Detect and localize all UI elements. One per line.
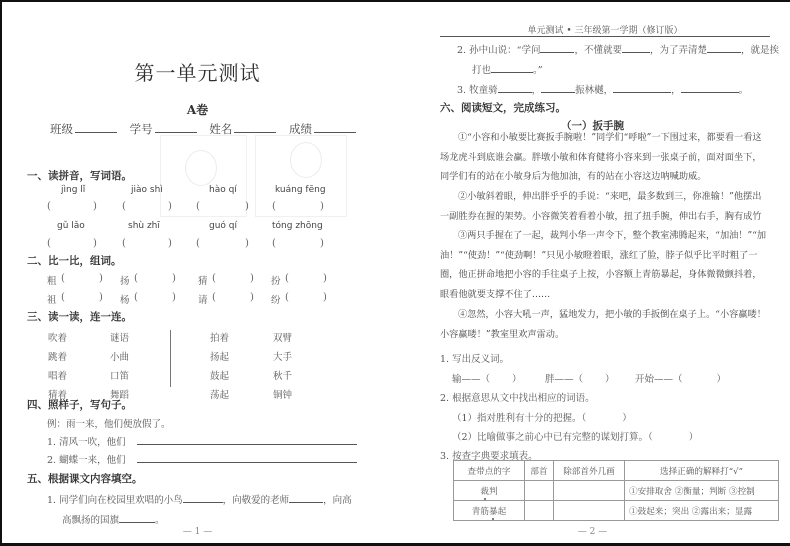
answer-space[interactable]	[128, 201, 166, 213]
compare-char: 祖	[47, 295, 57, 306]
paren-close: )	[93, 238, 97, 249]
passage-title: （一）扳手腕	[561, 120, 624, 132]
antonym-item	[635, 371, 726, 385]
answer-space[interactable]	[53, 201, 91, 213]
paren-close: )	[99, 273, 103, 284]
paren-open: (	[285, 292, 289, 303]
pinyin-item: hào qí	[209, 185, 237, 195]
paren-close: )	[245, 201, 249, 212]
sentence-item-1-prompt: 1. 清风一吹，他们	[47, 437, 126, 448]
fill-item-2-text: ，为了弄清楚	[649, 45, 707, 56]
compare-char: 纷	[271, 295, 281, 306]
table-word	[480, 487, 497, 497]
paren-close: )	[172, 292, 176, 303]
fill-item-2-text: 。”	[533, 65, 543, 76]
page-number: — 2 —	[577, 527, 608, 537]
answer-space[interactable]	[67, 292, 97, 304]
paren-open: (	[61, 292, 65, 303]
fill-blank[interactable]	[540, 42, 574, 53]
pinyin-item: gǔ lǎo	[57, 221, 85, 231]
info-class-field[interactable]	[75, 121, 117, 133]
section6-heading: 六、阅读短文，完成练习。	[440, 102, 566, 114]
paren-close: )	[168, 238, 172, 249]
fill-item-1-text: ，向高	[323, 495, 352, 506]
antonym-item	[545, 371, 615, 385]
paren-close: )	[93, 201, 97, 212]
paren-close: ）	[512, 374, 522, 385]
table-header: 查带点的字	[454, 461, 525, 481]
fill-item-3-text: 3. 牧童骑	[457, 85, 498, 96]
question-2-item-text: （1）指对胜利有十分的把握。（	[452, 413, 587, 424]
options-cell[interactable]: ①鼓起来；突出 ②露出来；显露	[625, 501, 779, 521]
paren-open: (	[272, 238, 276, 249]
paren-open: (	[122, 201, 126, 212]
match-word[interactable]: 扬起	[210, 352, 230, 363]
running-header: 单元测试 • 三年级第一学期（修订版）	[527, 26, 683, 36]
fill-blank[interactable]	[491, 62, 533, 73]
answer-space[interactable]	[140, 273, 170, 285]
passage-paragraph-4: ④忽然，小容大吼一声，猛地发力，把小敏的手扳倒在桌子上。“小容赢喽！小容赢喽！”教室里欢声雷动。	[440, 309, 766, 340]
paren-close: )	[168, 201, 172, 212]
fill-blank[interactable]	[498, 82, 532, 93]
match-word[interactable]: 双臂	[273, 333, 293, 344]
answer-space[interactable]	[67, 273, 97, 285]
paren-close: )	[250, 292, 254, 303]
info-number-label: 学号	[129, 122, 153, 136]
match-word[interactable]: 拍着	[210, 333, 230, 344]
page-number: — 1 —	[182, 527, 213, 537]
section3-heading: 三、读一读，连一连。	[27, 311, 132, 323]
bleed-through-figure	[290, 142, 322, 178]
info-score-label: 成绩	[288, 122, 312, 136]
divider-line	[170, 330, 171, 387]
match-word[interactable]: 口笛	[110, 371, 130, 382]
antonym-prompt: 胖——（	[545, 374, 584, 385]
info-number-field[interactable]	[155, 121, 197, 133]
match-word[interactable]: 唱着	[48, 371, 68, 382]
fill-item-1-line2	[62, 512, 165, 526]
paren-open: (	[196, 238, 200, 249]
table-header: 选择正确的解释打“√”	[625, 461, 779, 481]
table-row	[454, 501, 779, 521]
section5-heading: 五、根据课文内容填空。	[27, 473, 143, 485]
question-2-heading: 2. 根据意思从文中找出相应的词语。	[440, 393, 595, 404]
paren-close: ）	[716, 374, 727, 385]
passage-paragraph-1: ①“小容和小敏要比赛扳手腕啦！”同学们“呼啦”一下围过来，都要看一看这场龙虎斗到底谁会赢。胖墩小敏和体育健将小容来到一张桌子前，面对面坐下，同学们有的站在小敏身后为他加油，有的站在小容这边呐喊助威。	[440, 132, 762, 182]
fill-blank[interactable]	[119, 512, 155, 523]
paper-subtitle: A卷	[186, 103, 209, 117]
question-3-heading: 3. 按查字典要求填表。	[440, 451, 538, 462]
answer-space[interactable]	[128, 238, 166, 250]
page-title: 第一单元测试	[134, 61, 261, 85]
passage-paragraph-3: ③两只手握在了一起，裁判小华一声令下，整个教室沸腾起来，“加油！”“加油！”“使劲！”“使劲啊！”只见小敏瞪着眼，涨红了脸，脖子似乎比平时粗了一圈，他正拼命地把小容的手往桌子上按，小容额上青筋暴起，身体微微颤抖着，眼看他就要支撑不住了……	[440, 230, 767, 300]
paren-close: )	[320, 201, 324, 212]
paren-close: )	[172, 273, 176, 284]
match-word[interactable]: 跳着	[48, 352, 68, 363]
fill-blank[interactable]	[681, 82, 739, 93]
fill-blank[interactable]	[707, 42, 741, 53]
pinyin-item: jìng lǐ	[61, 185, 86, 195]
dotted-char: 暴	[489, 506, 498, 517]
fill-item-2-text: 打也	[472, 65, 492, 76]
bleed-through-figure	[185, 150, 217, 186]
info-score-field[interactable]	[314, 121, 356, 133]
page-right	[395, 0, 790, 546]
sentence-item-2	[47, 452, 357, 466]
fill-item-1-text: 高飘扬的国旗	[62, 515, 120, 526]
info-name-field[interactable]	[234, 121, 276, 133]
paren-open: (	[47, 238, 51, 249]
fill-item-1-text: 1. 同学们向在校园里欢唱的小鸟	[47, 495, 183, 506]
fill-blank[interactable]	[541, 82, 575, 93]
section4-heading: 四、照样子，写句子。	[27, 399, 132, 411]
answer-space[interactable]	[278, 238, 318, 250]
pinyin-item: guó qí	[209, 221, 237, 231]
fill-item-3-text: 振林樾，	[575, 85, 614, 96]
fill-blank[interactable]	[613, 82, 671, 93]
paren-close: )	[323, 292, 327, 303]
table-header: 部首	[525, 461, 554, 481]
fill-item-2-text: ，就是挨	[740, 45, 779, 56]
sentence-item-2-answer-line[interactable]	[137, 452, 357, 463]
sentence-item-1-answer-line[interactable]	[137, 434, 357, 445]
options-cell[interactable]: ①安排取舍 ②衡量；判断 ③控制	[625, 481, 779, 501]
match-word[interactable]: 铜钟	[273, 390, 293, 401]
answer-space[interactable]	[53, 238, 91, 250]
sentence-item-1	[47, 434, 357, 448]
example-sentence: 例：雨一来，他们便放假了。	[47, 419, 171, 430]
fill-item-2-text: ，不懂就要	[574, 45, 622, 56]
match-word[interactable]: 荡起	[210, 390, 230, 401]
fill-item-3-text: 。	[738, 85, 749, 96]
paren-open: (	[61, 273, 65, 284]
answer-space[interactable]	[202, 201, 243, 213]
match-word[interactable]: 舞蹈	[110, 390, 130, 401]
match-word[interactable]: 小曲	[110, 352, 130, 363]
section2-heading: 二、比一比，组词。	[27, 255, 122, 267]
header-rule	[440, 36, 770, 37]
paren-open: (	[122, 238, 126, 249]
match-word[interactable]: 秋千	[273, 371, 293, 382]
fill-item-3	[457, 82, 748, 96]
answer-space[interactable]	[140, 292, 170, 304]
paren-open: (	[134, 292, 138, 303]
compare-char: 扬	[120, 276, 130, 287]
fill-item-1-text: 。	[155, 515, 165, 526]
question-2-item-2	[452, 429, 698, 443]
fill-item-3-text: ，	[531, 85, 542, 96]
match-word[interactable]: 大手	[273, 352, 293, 363]
answer-space[interactable]	[202, 238, 243, 250]
sentence-item-2-prompt: 2. 蝴蝶一来，他们	[47, 455, 126, 466]
dictionary-table	[453, 460, 779, 521]
paren-close: )	[99, 292, 103, 303]
paren-close: )	[250, 273, 254, 284]
antonym-prompt: 开始——（	[635, 374, 683, 385]
passage-paragraph-2: ②小敏斜着眼，伸出胖乎乎的手说：“来吧，最多数到三，你准输！”他摆出一副胜券在握的架势。小容微笑着看着小敏，扭了扭手腕，伸出右手，胸有成竹	[440, 191, 762, 222]
match-word[interactable]: 谜语	[110, 333, 130, 344]
table-header-row	[454, 461, 779, 481]
fill-blank[interactable]	[289, 492, 323, 503]
table-word	[472, 507, 506, 517]
dotted-char: 裁	[480, 486, 489, 497]
answer-space[interactable]	[218, 292, 248, 304]
answer-space[interactable]	[291, 292, 321, 304]
answer-space[interactable]	[291, 273, 321, 285]
pinyin-item: tóng zhōng	[272, 221, 323, 231]
word-char: 判	[489, 486, 498, 497]
question-2-item-text: （2）比喻做事之前心中已有完整的谋划打算。（	[452, 432, 653, 443]
question-2-item-1	[452, 410, 632, 424]
match-word[interactable]: 鼓起	[210, 371, 230, 382]
paren-close: )	[323, 273, 327, 284]
compare-char: 粗	[47, 276, 57, 287]
fill-item-1-text: ，向敬爱的老师	[222, 495, 290, 506]
fill-item-2-line2	[472, 62, 543, 76]
answer-space[interactable]	[218, 273, 248, 285]
table-header: 除部首外几画	[554, 461, 625, 481]
paren-open: (	[285, 273, 289, 284]
paren-close: ）	[605, 374, 615, 385]
info-class-label: 班级	[50, 122, 73, 136]
paren-close: )	[320, 238, 324, 249]
table-row	[454, 481, 779, 501]
section1-heading: 一、读拼音，写词语。	[27, 170, 132, 182]
word-char: 筋	[480, 506, 489, 517]
pinyin-item: kuáng fēng	[275, 185, 326, 195]
match-word[interactable]: 猜着	[48, 390, 68, 401]
fill-item-3-text: ，	[671, 85, 681, 96]
paren-close: ）	[622, 413, 632, 424]
radical-cell[interactable]	[525, 481, 554, 501]
compare-char: 猜	[198, 276, 208, 287]
antonym-prompt: 输——（	[452, 374, 491, 385]
table-word-cell	[454, 481, 525, 501]
paren-open: (	[272, 201, 276, 212]
compare-char: 扮	[271, 276, 281, 287]
paren-open: (	[212, 273, 216, 284]
info-name-label: 姓名	[209, 122, 233, 136]
student-info-row	[50, 121, 365, 137]
question-1-heading: 1. 写出反义词。	[440, 354, 510, 365]
compare-char: 请	[198, 295, 208, 306]
word-char: 起	[497, 506, 507, 517]
fill-item-1	[47, 492, 352, 506]
paren-open: (	[196, 201, 200, 212]
paren-open: (	[47, 201, 51, 212]
stroke-count-cell[interactable]	[554, 501, 625, 521]
fill-blank[interactable]	[622, 42, 650, 53]
fill-item-2	[457, 42, 779, 56]
paren-close: ）	[688, 432, 699, 443]
match-word[interactable]: 吹着	[48, 333, 68, 344]
pinyin-item: jiào shì	[131, 185, 163, 195]
paren-open: (	[134, 273, 138, 284]
fill-item-2-text: 2. 孙中山说：“学问	[457, 45, 541, 56]
table-word-cell	[454, 501, 525, 521]
word-char: 青	[471, 506, 481, 517]
paren-open: (	[212, 292, 216, 303]
paren-close: )	[245, 238, 249, 249]
antonym-item	[452, 371, 522, 385]
answer-space[interactable]	[278, 201, 318, 213]
stroke-count-cell[interactable]	[554, 481, 625, 501]
fill-blank[interactable]	[183, 492, 223, 503]
radical-cell[interactable]	[525, 501, 554, 521]
pinyin-item: shù zhī	[128, 221, 160, 231]
compare-char: 杨	[120, 295, 130, 306]
